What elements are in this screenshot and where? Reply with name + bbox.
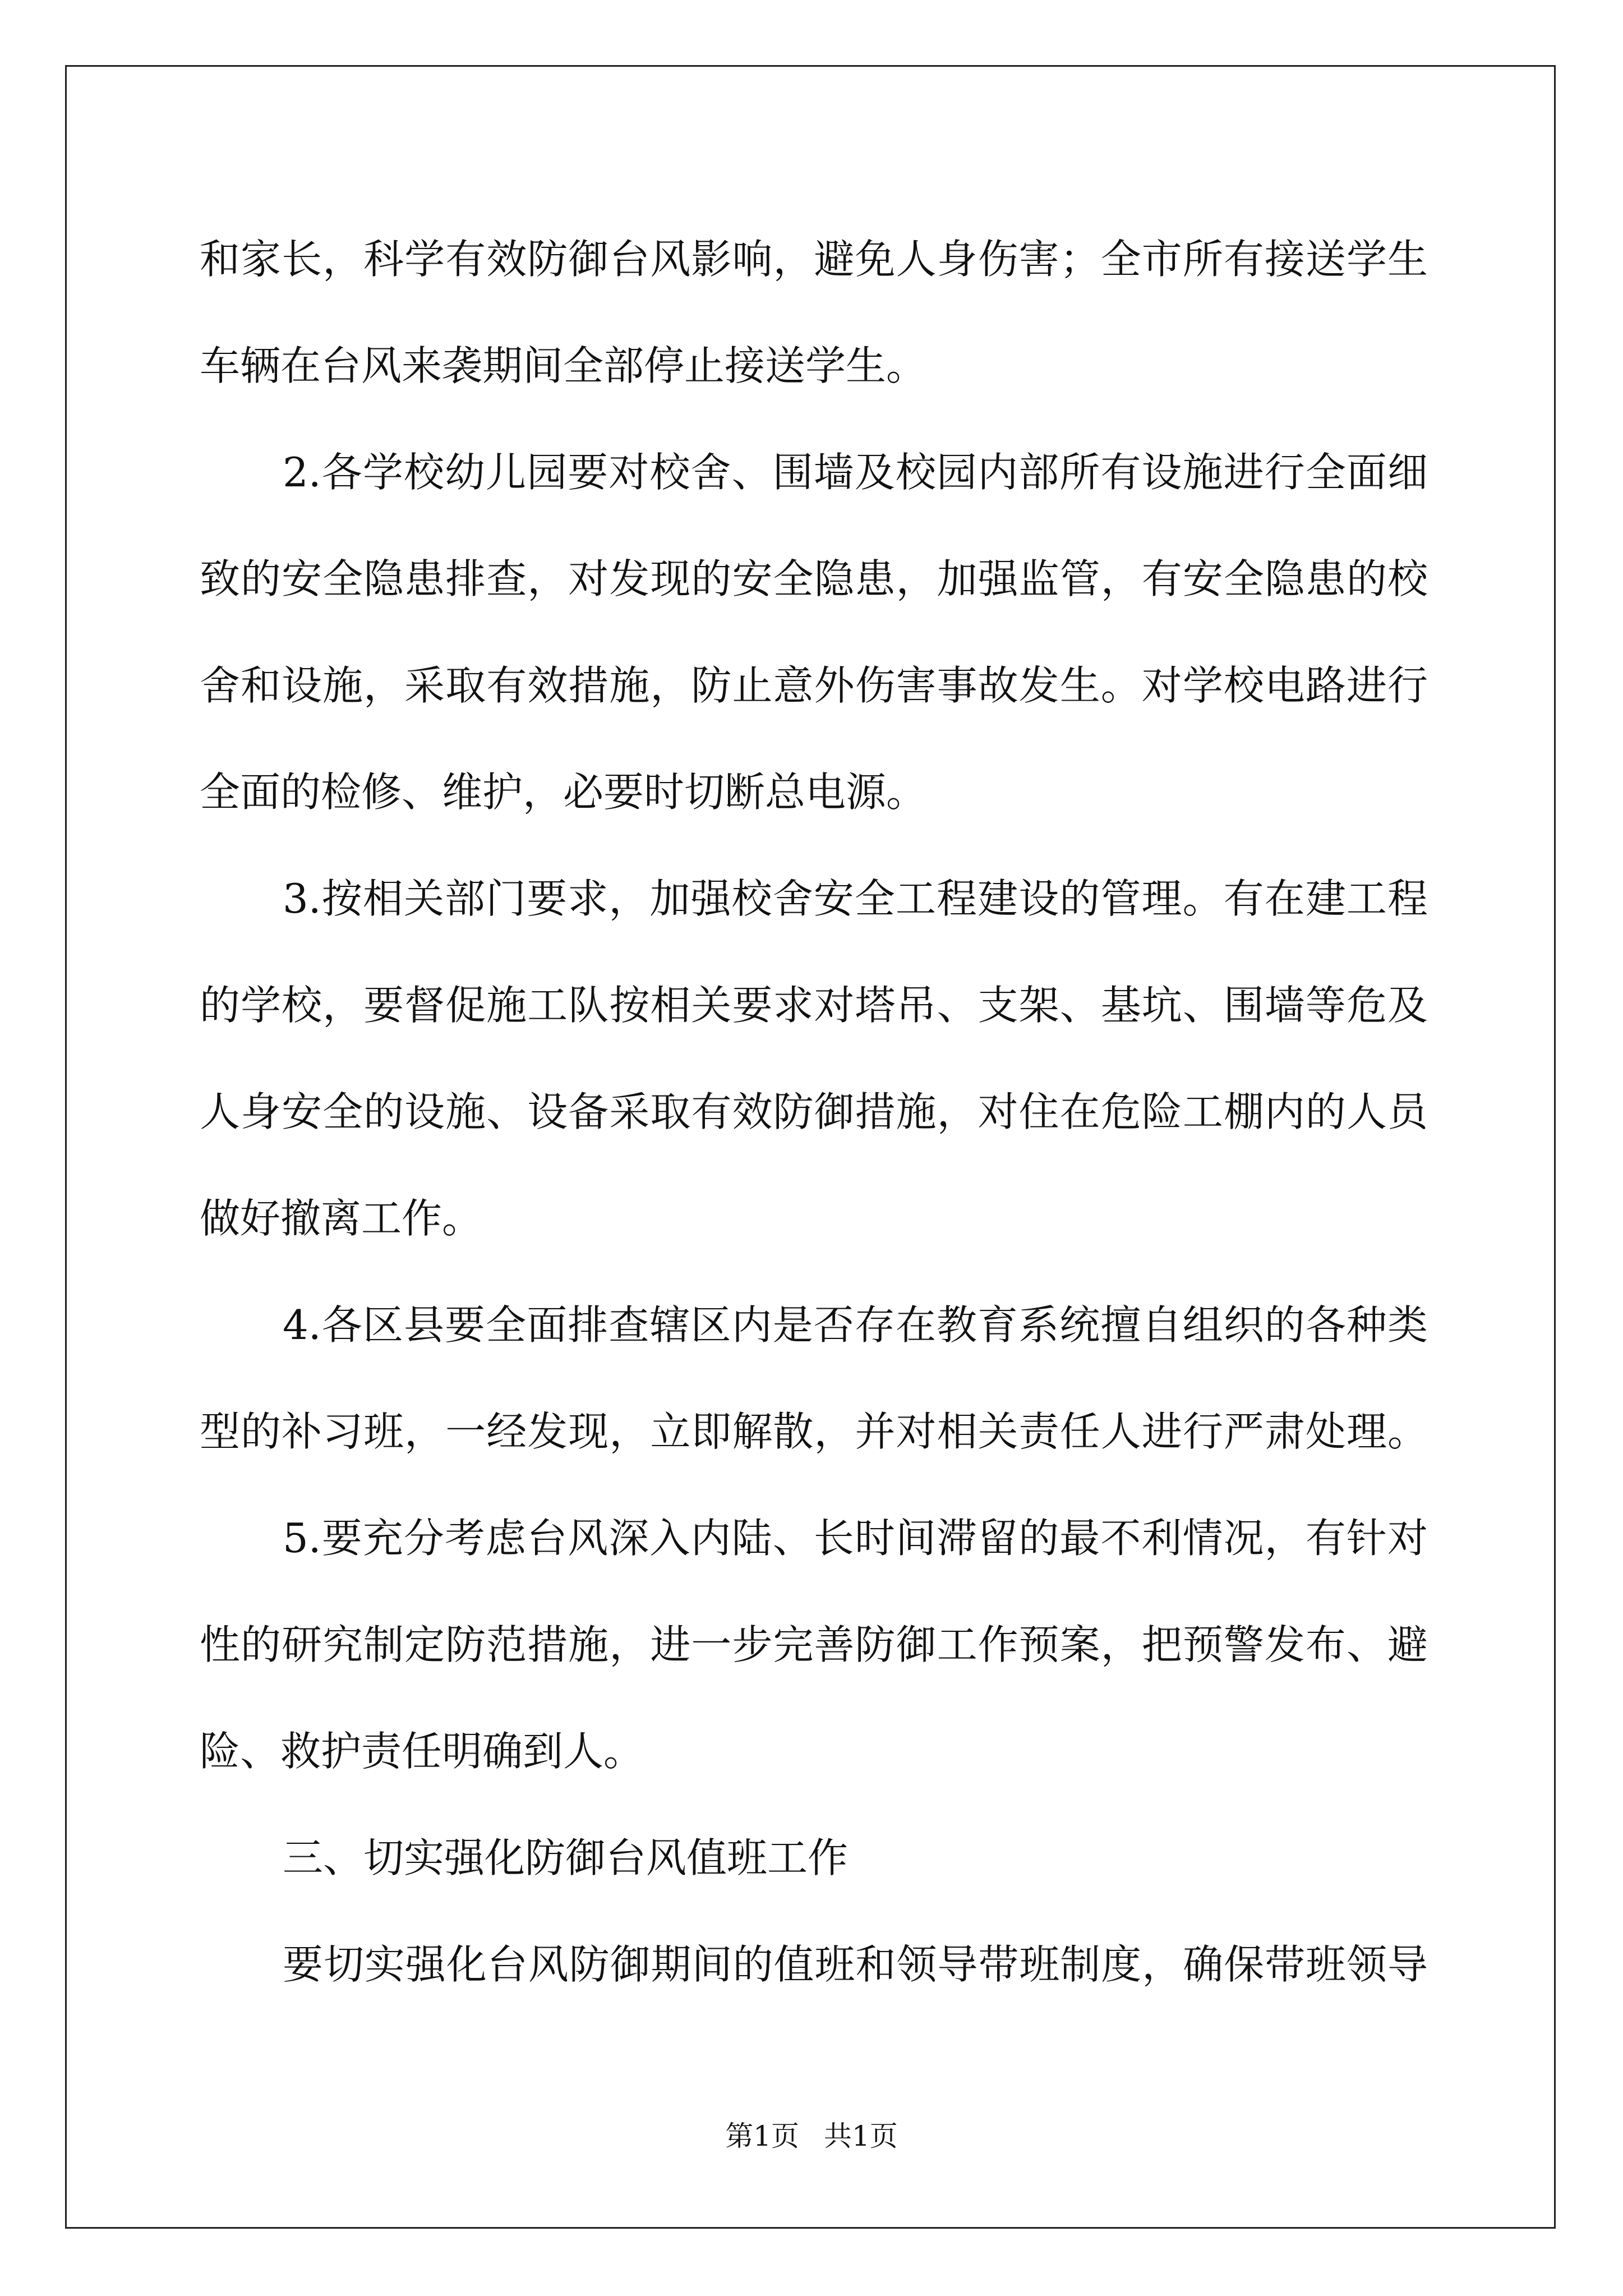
text-line: 性的研究制定防范措施，进一步完善防御工作预案，把预警发布、避 <box>200 1621 1428 1668</box>
text-line: 做好撤离工作。 <box>200 1195 483 1242</box>
text-line: 全面的检修、维护，必要时切断总电源。 <box>200 769 927 816</box>
text-line: 车辆在台风来袭期间全部停止接送学生。 <box>200 342 927 389</box>
text-line: 和家长，科学有效防御台风影响，避免人身伤害；全市所有接送学生 <box>200 236 1428 283</box>
text-line: 人身安全的设施、设备采取有效防御措施，对住在危险工棚内的人员 <box>200 1088 1428 1135</box>
text-line: 的学校，要督促施工队按相关要求对塔吊、支架、基坑、围墙等危及 <box>200 982 1428 1029</box>
page-number: 第1页 <box>725 2120 799 2152</box>
text-line: 型的补习班，一经发现，立即解散，并对相关责任人进行严肃处理。 <box>200 1408 1428 1455</box>
section-heading: 三、切实强化防御台风值班工作 <box>283 1834 849 1881</box>
text-line: 致的安全隐患排查，对发现的安全隐患，加强监管，有安全隐患的校 <box>200 555 1428 602</box>
paragraph-start-line: 2.各学校幼儿园要对校舍、围墙及校园内部所有设施进行全面细 <box>283 449 1428 496</box>
paragraph-start-line: 5.要充分考虑台风深入内陆、长时间滞留的最不利情况，有针对 <box>283 1515 1428 1562</box>
page-total: 共1页 <box>824 2120 898 2152</box>
page-footer <box>0 2119 1623 2153</box>
text-line: 舍和设施，采取有效措施，防止意外伤害事故发生。对学校电路进行 <box>200 662 1428 709</box>
paragraph-start-line: 4.各区县要全面排查辖区内是否存在教育系统擅自组织的各种类 <box>283 1301 1428 1349</box>
paragraph-start-line: 3.按相关部门要求，加强校舍安全工程建设的管理。有在建工程 <box>283 875 1428 922</box>
document-body <box>200 206 1428 2018</box>
paragraph-start-line: 要切实强化台风防御期间的值班和领导带班制度，确保带班领导 <box>283 1941 1428 1988</box>
text-line: 险、救护责任明确到人。 <box>200 1728 644 1775</box>
